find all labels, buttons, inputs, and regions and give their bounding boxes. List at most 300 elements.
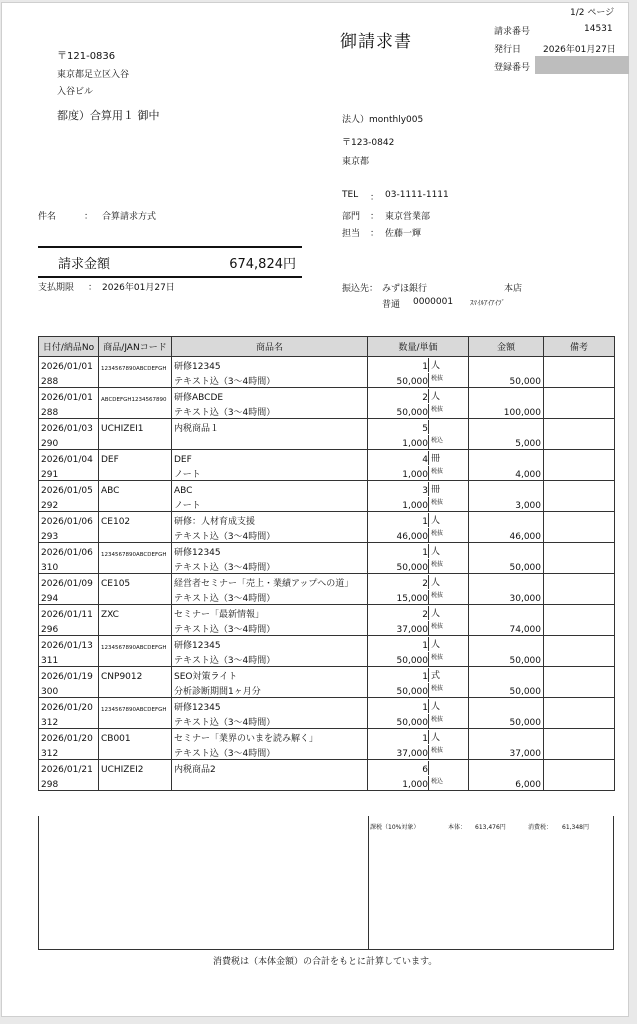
- row-date: 2026/01/11: [39, 605, 99, 621]
- row-qty-cell: [368, 543, 469, 559]
- row-no: 292: [39, 496, 99, 512]
- dept-value: 東京営業部: [385, 212, 431, 222]
- row-desc: テキスト込（3〜4時間）: [172, 527, 368, 543]
- issuer-postal: 〒123-0842: [342, 138, 395, 148]
- subject-sep: ：: [84, 212, 94, 222]
- row-product-name: 研修12345: [172, 698, 368, 714]
- due-label: 支払期限: [38, 283, 75, 293]
- row-product-name: 研修12345: [172, 543, 368, 559]
- row-price-cell: [368, 744, 469, 760]
- row-note-cont: [544, 620, 615, 636]
- row-qty-cell: [368, 388, 469, 404]
- row-product-name: 内税商品１: [172, 419, 368, 435]
- row-unit: 式: [428, 668, 461, 682]
- table-row: [39, 574, 615, 590]
- row-no: 300: [39, 682, 99, 698]
- row-amount-top: [469, 760, 544, 776]
- blank-divider: [368, 816, 369, 949]
- row-qty: 2: [422, 610, 428, 620]
- page-title: 御請求書: [340, 32, 412, 52]
- dept-label: 部門: [342, 212, 361, 222]
- row-code-cont: [99, 527, 172, 543]
- row-amount: 37,000: [469, 744, 544, 760]
- row-code-cont: [99, 558, 172, 574]
- row-date: 2026/01/20: [39, 698, 99, 714]
- row-date: 2026/01/20: [39, 729, 99, 745]
- row-code-cont: [99, 651, 172, 667]
- row-amount: 50,000: [469, 682, 544, 698]
- due-sep: ：: [88, 283, 98, 293]
- table-row-detail: [39, 713, 615, 729]
- row-price: 15,000: [396, 594, 428, 604]
- table-row-detail: [39, 744, 615, 760]
- row-price: 50,000: [396, 563, 428, 573]
- issuer-company: 法人）monthly005: [342, 115, 424, 125]
- registration-redacted: [535, 56, 629, 74]
- row-amount-top: [469, 667, 544, 683]
- row-code-cont: [99, 744, 172, 760]
- row-price-cell: [368, 651, 469, 667]
- table-header-row: [39, 337, 615, 357]
- row-amount: 46,000: [469, 527, 544, 543]
- row-amount-top: [469, 481, 544, 497]
- row-no: 312: [39, 713, 99, 729]
- row-no: 288: [39, 403, 99, 419]
- row-note-cont: [544, 744, 615, 760]
- row-qty-cell: [368, 729, 469, 745]
- row-code-cont: [99, 620, 172, 636]
- table-row: [39, 760, 615, 776]
- row-amount-top: [469, 543, 544, 559]
- row-date: 2026/01/13: [39, 636, 99, 652]
- table-row: [39, 357, 615, 373]
- row-note-cont: [544, 496, 615, 512]
- header-note: 備考: [544, 337, 615, 357]
- row-code: CNP9012: [99, 667, 172, 683]
- table-row: [39, 450, 615, 466]
- row-qty-cell: [368, 667, 469, 683]
- row-unit: 人: [428, 544, 461, 558]
- row-desc: テキスト込（3〜4時間）: [172, 651, 368, 667]
- row-note-cont: [544, 527, 615, 543]
- row-price-cell: [368, 682, 469, 698]
- row-note: [544, 667, 615, 683]
- row-amount: 50,000: [469, 713, 544, 729]
- row-tax-type: 税抜: [428, 559, 461, 573]
- row-no: 312: [39, 744, 99, 760]
- row-code-cont: [99, 682, 172, 698]
- row-qty-cell: [368, 481, 469, 497]
- row-unit: 冊: [428, 482, 461, 496]
- row-amount-top: [469, 729, 544, 745]
- row-price: 50,000: [396, 377, 428, 387]
- row-price-cell: [368, 527, 469, 543]
- row-no: 293: [39, 527, 99, 543]
- row-price-cell: [368, 713, 469, 729]
- registration-label: 登録番号: [494, 63, 531, 73]
- row-note: [544, 388, 615, 404]
- header-qty: 数量/単価: [368, 337, 469, 357]
- row-code: UCHIZEI1: [99, 419, 172, 435]
- row-amount-top: [469, 512, 544, 528]
- row-price-cell: [368, 372, 469, 388]
- table-row: [39, 636, 615, 652]
- row-no: 294: [39, 589, 99, 605]
- table-row: [39, 667, 615, 683]
- table-row: [39, 605, 615, 621]
- row-unit: 人: [428, 575, 461, 589]
- subject-label: 件名: [38, 212, 57, 222]
- row-qty-cell: [368, 605, 469, 621]
- row-product-name: 経営者セミナー「売上・業績アップへの道」: [172, 574, 368, 590]
- row-desc: 分析診断期間1ヶ月分: [172, 682, 368, 698]
- row-unit: 人: [428, 358, 461, 372]
- row-tax-type: 税抜: [428, 404, 461, 418]
- row-note-cont: [544, 465, 615, 481]
- row-product-name: 研修12345: [172, 636, 368, 652]
- row-code-cont: [99, 496, 172, 512]
- row-code: CE102: [99, 512, 172, 528]
- table-blank-area: [38, 816, 614, 950]
- row-code-cont: [99, 589, 172, 605]
- row-qty: 1: [422, 672, 428, 682]
- table-row: [39, 512, 615, 528]
- footer-note: 消費税は（本体金額）の合計をもとに計算しています。: [213, 957, 438, 967]
- invoice-no-label: 請求番号: [494, 27, 531, 37]
- row-qty: 1: [422, 362, 428, 372]
- row-note: [544, 450, 615, 466]
- row-price: 46,000: [396, 532, 428, 542]
- row-price: 50,000: [396, 408, 428, 418]
- amount-label: 請求金額: [58, 257, 111, 272]
- row-unit: 人: [428, 637, 461, 651]
- row-date: 2026/01/03: [39, 419, 99, 435]
- row-amount: 50,000: [469, 558, 544, 574]
- row-desc: テキスト込（3〜4時間）: [172, 620, 368, 636]
- row-unit: 冊: [428, 451, 461, 465]
- row-note-cont: [544, 589, 615, 605]
- row-code-cont: [99, 434, 172, 450]
- page-info: 1/2 ページ: [570, 8, 615, 18]
- row-tax-type: 税込: [428, 776, 461, 790]
- row-code: 1234567890ABCDEFGH: [99, 698, 172, 714]
- table-row-detail: [39, 558, 615, 574]
- table-row-detail: [39, 465, 615, 481]
- row-qty: 1: [422, 548, 428, 558]
- row-qty: 1: [422, 703, 428, 713]
- invoice-no: 14531: [584, 24, 613, 34]
- row-code: CB001: [99, 729, 172, 745]
- row-price: 1,000: [402, 439, 428, 449]
- row-unit: 人: [428, 513, 461, 527]
- row-no: 310: [39, 558, 99, 574]
- tel-sep: ：: [370, 193, 380, 203]
- row-amount-top: [469, 450, 544, 466]
- row-qty-cell: [368, 574, 469, 590]
- row-note-cont: [544, 558, 615, 574]
- table-row: [39, 388, 615, 404]
- row-note-cont: [544, 434, 615, 450]
- row-product-name: 研修12345: [172, 357, 368, 373]
- row-date: 2026/01/05: [39, 481, 99, 497]
- row-qty: 1: [422, 641, 428, 651]
- bank-branch: 本店: [504, 284, 523, 294]
- row-amount-top: [469, 636, 544, 652]
- amount-value: 674,824円: [229, 257, 296, 272]
- row-qty-cell: [368, 698, 469, 714]
- invoice-page: [1, 2, 629, 1017]
- row-qty-cell: [368, 636, 469, 652]
- row-amount-top: [469, 605, 544, 621]
- row-price: 50,000: [396, 718, 428, 728]
- row-tax-type: 税抜: [428, 621, 461, 635]
- row-note-cont: [544, 651, 615, 667]
- table-row-detail: [39, 620, 615, 636]
- bank-name: みずほ銀行: [382, 284, 428, 294]
- row-tax-type: 税抜: [428, 466, 461, 480]
- row-amount-top: [469, 419, 544, 435]
- recipient-address1: 東京都足立区入谷: [57, 70, 130, 80]
- row-amount: 30,000: [469, 589, 544, 605]
- table-row-detail: [39, 527, 615, 543]
- row-desc: ノート: [172, 496, 368, 512]
- row-no: 290: [39, 434, 99, 450]
- row-date: 2026/01/06: [39, 512, 99, 528]
- tax-summary-label: 課税（10%対象）: [370, 824, 420, 831]
- row-price-cell: [368, 496, 469, 512]
- row-date: 2026/01/01: [39, 357, 99, 373]
- row-qty: 1: [422, 517, 428, 527]
- row-code-cont: [99, 372, 172, 388]
- row-qty: 2: [422, 579, 428, 589]
- row-price: 1,000: [402, 780, 428, 790]
- row-date: 2026/01/19: [39, 667, 99, 683]
- row-amount-top: [469, 698, 544, 714]
- bank-holder: ｽﾏｲﾙｱｲｱｲﾌﾞ: [470, 299, 505, 307]
- table-row: [39, 698, 615, 714]
- row-product-name: DEF: [172, 450, 368, 466]
- recipient-name: 都度）合算用１ 御中: [57, 109, 160, 122]
- row-date: 2026/01/21: [39, 760, 99, 776]
- header-product: 商品名: [172, 337, 368, 357]
- row-tax-type: 税抜: [428, 652, 461, 666]
- row-code: ABCDEFGH1234567890: [99, 388, 172, 404]
- row-price-cell: [368, 434, 469, 450]
- row-qty-cell: [368, 357, 469, 373]
- issue-date: 2026年01月27日: [543, 45, 616, 55]
- items-table: [38, 336, 615, 791]
- dept-sep: ：: [370, 212, 380, 222]
- row-price: 37,000: [396, 625, 428, 635]
- row-code-cont: [99, 775, 172, 791]
- row-product-name: ABC: [172, 481, 368, 497]
- row-note: [544, 760, 615, 776]
- row-amount: 6,000: [469, 775, 544, 791]
- tel-label: TEL: [342, 190, 359, 200]
- row-date: 2026/01/06: [39, 543, 99, 559]
- row-tax-type: 税抜: [428, 590, 461, 604]
- row-note: [544, 357, 615, 373]
- row-note: [544, 698, 615, 714]
- row-note-cont: [544, 372, 615, 388]
- row-note-cont: [544, 713, 615, 729]
- row-price: 50,000: [396, 687, 428, 697]
- row-amount: 100,000: [469, 403, 544, 419]
- row-note: [544, 729, 615, 745]
- row-amount: 3,000: [469, 496, 544, 512]
- row-note: [544, 574, 615, 590]
- row-amount: 74,000: [469, 620, 544, 636]
- row-product-name: セミナー「最新情報」: [172, 605, 368, 621]
- row-product-name: セミナー「業界のいまを読み解く」: [172, 729, 368, 745]
- tel-value: 03-1111-1111: [385, 190, 449, 200]
- row-amount: 4,000: [469, 465, 544, 481]
- row-note-cont: [544, 682, 615, 698]
- bank-type: 普通: [382, 300, 401, 310]
- issuer-address: 東京都: [342, 157, 370, 167]
- row-amount-top: [469, 574, 544, 590]
- due-value: 2026年01月27日: [102, 283, 175, 293]
- row-unit: 人: [428, 606, 461, 620]
- row-code: 1234567890ABCDEFGH: [99, 636, 172, 652]
- row-price-cell: [368, 589, 469, 605]
- row-code: 1234567890ABCDEFGH: [99, 543, 172, 559]
- row-qty: 6: [422, 765, 428, 775]
- row-note: [544, 543, 615, 559]
- row-product-name: 研修：人材育成支援: [172, 512, 368, 528]
- row-desc: テキスト込（3〜4時間）: [172, 713, 368, 729]
- table-row-detail: [39, 775, 615, 791]
- row-tax-type: 税込: [428, 435, 461, 449]
- row-unit: [428, 761, 461, 775]
- row-amount: 50,000: [469, 651, 544, 667]
- row-code: 1234567890ABCDEFGH: [99, 357, 172, 373]
- row-unit: [428, 420, 461, 434]
- row-desc: テキスト込（3〜4時間）: [172, 589, 368, 605]
- row-tax-type: 税抜: [428, 497, 461, 511]
- row-price: 50,000: [396, 656, 428, 666]
- table-row-detail: [39, 496, 615, 512]
- table-row: [39, 729, 615, 745]
- row-desc: テキスト込（3〜4時間）: [172, 558, 368, 574]
- row-qty-cell: [368, 419, 469, 435]
- row-unit: 人: [428, 730, 461, 744]
- row-no: 311: [39, 651, 99, 667]
- person-label: 担当: [342, 229, 361, 239]
- row-code-cont: [99, 713, 172, 729]
- table-row-detail: [39, 682, 615, 698]
- row-price: 37,000: [396, 749, 428, 759]
- row-qty: 5: [422, 424, 428, 434]
- row-tax-type: 税抜: [428, 683, 461, 697]
- row-price: 1,000: [402, 501, 428, 511]
- header-amount: 金額: [469, 337, 544, 357]
- row-product-name: SEO対策ライト: [172, 667, 368, 683]
- row-note-cont: [544, 775, 615, 791]
- bank-label: 振込先：: [342, 284, 379, 294]
- row-qty: 2: [422, 393, 428, 403]
- table-row-detail: [39, 589, 615, 605]
- recipient-address2: 入谷ビル: [57, 87, 94, 97]
- row-code: ABC: [99, 481, 172, 497]
- row-price-cell: [368, 775, 469, 791]
- row-product-name: 研修ABCDE: [172, 388, 368, 404]
- row-desc: [172, 775, 368, 791]
- row-tax-type: 税抜: [428, 714, 461, 728]
- row-amount: 50,000: [469, 372, 544, 388]
- row-no: 298: [39, 775, 99, 791]
- row-no: 291: [39, 465, 99, 481]
- tax-summary-tax: 61,348円: [562, 824, 589, 831]
- row-qty-cell: [368, 450, 469, 466]
- row-qty-cell: [368, 760, 469, 776]
- row-qty: 3: [422, 486, 428, 496]
- row-tax-type: 税抜: [428, 745, 461, 759]
- table-row-detail: [39, 403, 615, 419]
- row-date: 2026/01/01: [39, 388, 99, 404]
- row-amount-top: [469, 357, 544, 373]
- row-product-name: 内税商品2: [172, 760, 368, 776]
- row-desc: テキスト込（3〜4時間）: [172, 372, 368, 388]
- row-no: 288: [39, 372, 99, 388]
- table-row-detail: [39, 651, 615, 667]
- row-note-cont: [544, 403, 615, 419]
- row-amount: 5,000: [469, 434, 544, 450]
- row-note: [544, 605, 615, 621]
- row-amount-top: [469, 388, 544, 404]
- row-tax-type: 税抜: [428, 528, 461, 542]
- person-value: 佐藤一輝: [385, 229, 422, 239]
- row-tax-type: 税抜: [428, 373, 461, 387]
- recipient-postal: 〒121-0836: [57, 51, 116, 62]
- row-code-cont: [99, 465, 172, 481]
- amount-box: [38, 246, 302, 278]
- row-desc: ノート: [172, 465, 368, 481]
- row-price: 1,000: [402, 470, 428, 480]
- row-desc: テキスト込（3〜4時間）: [172, 403, 368, 419]
- row-date: 2026/01/04: [39, 450, 99, 466]
- row-code-cont: [99, 403, 172, 419]
- table-row-detail: [39, 372, 615, 388]
- row-desc: テキスト込（3〜4時間）: [172, 744, 368, 760]
- row-note: [544, 419, 615, 435]
- bank-account: 0000001: [413, 297, 454, 307]
- row-qty: 1: [422, 734, 428, 744]
- row-price-cell: [368, 465, 469, 481]
- header-code: 商品/JANコード: [99, 337, 172, 357]
- tax-summary-tax-label: 消費税：: [528, 824, 553, 831]
- subject-value: 合算請求方式: [102, 212, 157, 222]
- header-date: 日付/納品No: [39, 337, 99, 357]
- row-code: DEF: [99, 450, 172, 466]
- tax-summary-base-label: 本体：: [448, 824, 467, 831]
- row-unit: 人: [428, 389, 461, 403]
- tax-summary-base: 613,476円: [475, 824, 506, 831]
- table-row: [39, 543, 615, 559]
- row-no: 296: [39, 620, 99, 636]
- row-price-cell: [368, 620, 469, 636]
- row-unit: 人: [428, 699, 461, 713]
- row-date: 2026/01/09: [39, 574, 99, 590]
- row-qty: 4: [422, 455, 428, 465]
- row-qty-cell: [368, 512, 469, 528]
- table-row: [39, 419, 615, 435]
- row-note: [544, 512, 615, 528]
- row-price-cell: [368, 558, 469, 574]
- row-desc: [172, 434, 368, 450]
- issue-date-label: 発行日: [494, 45, 522, 55]
- table-row-detail: [39, 434, 615, 450]
